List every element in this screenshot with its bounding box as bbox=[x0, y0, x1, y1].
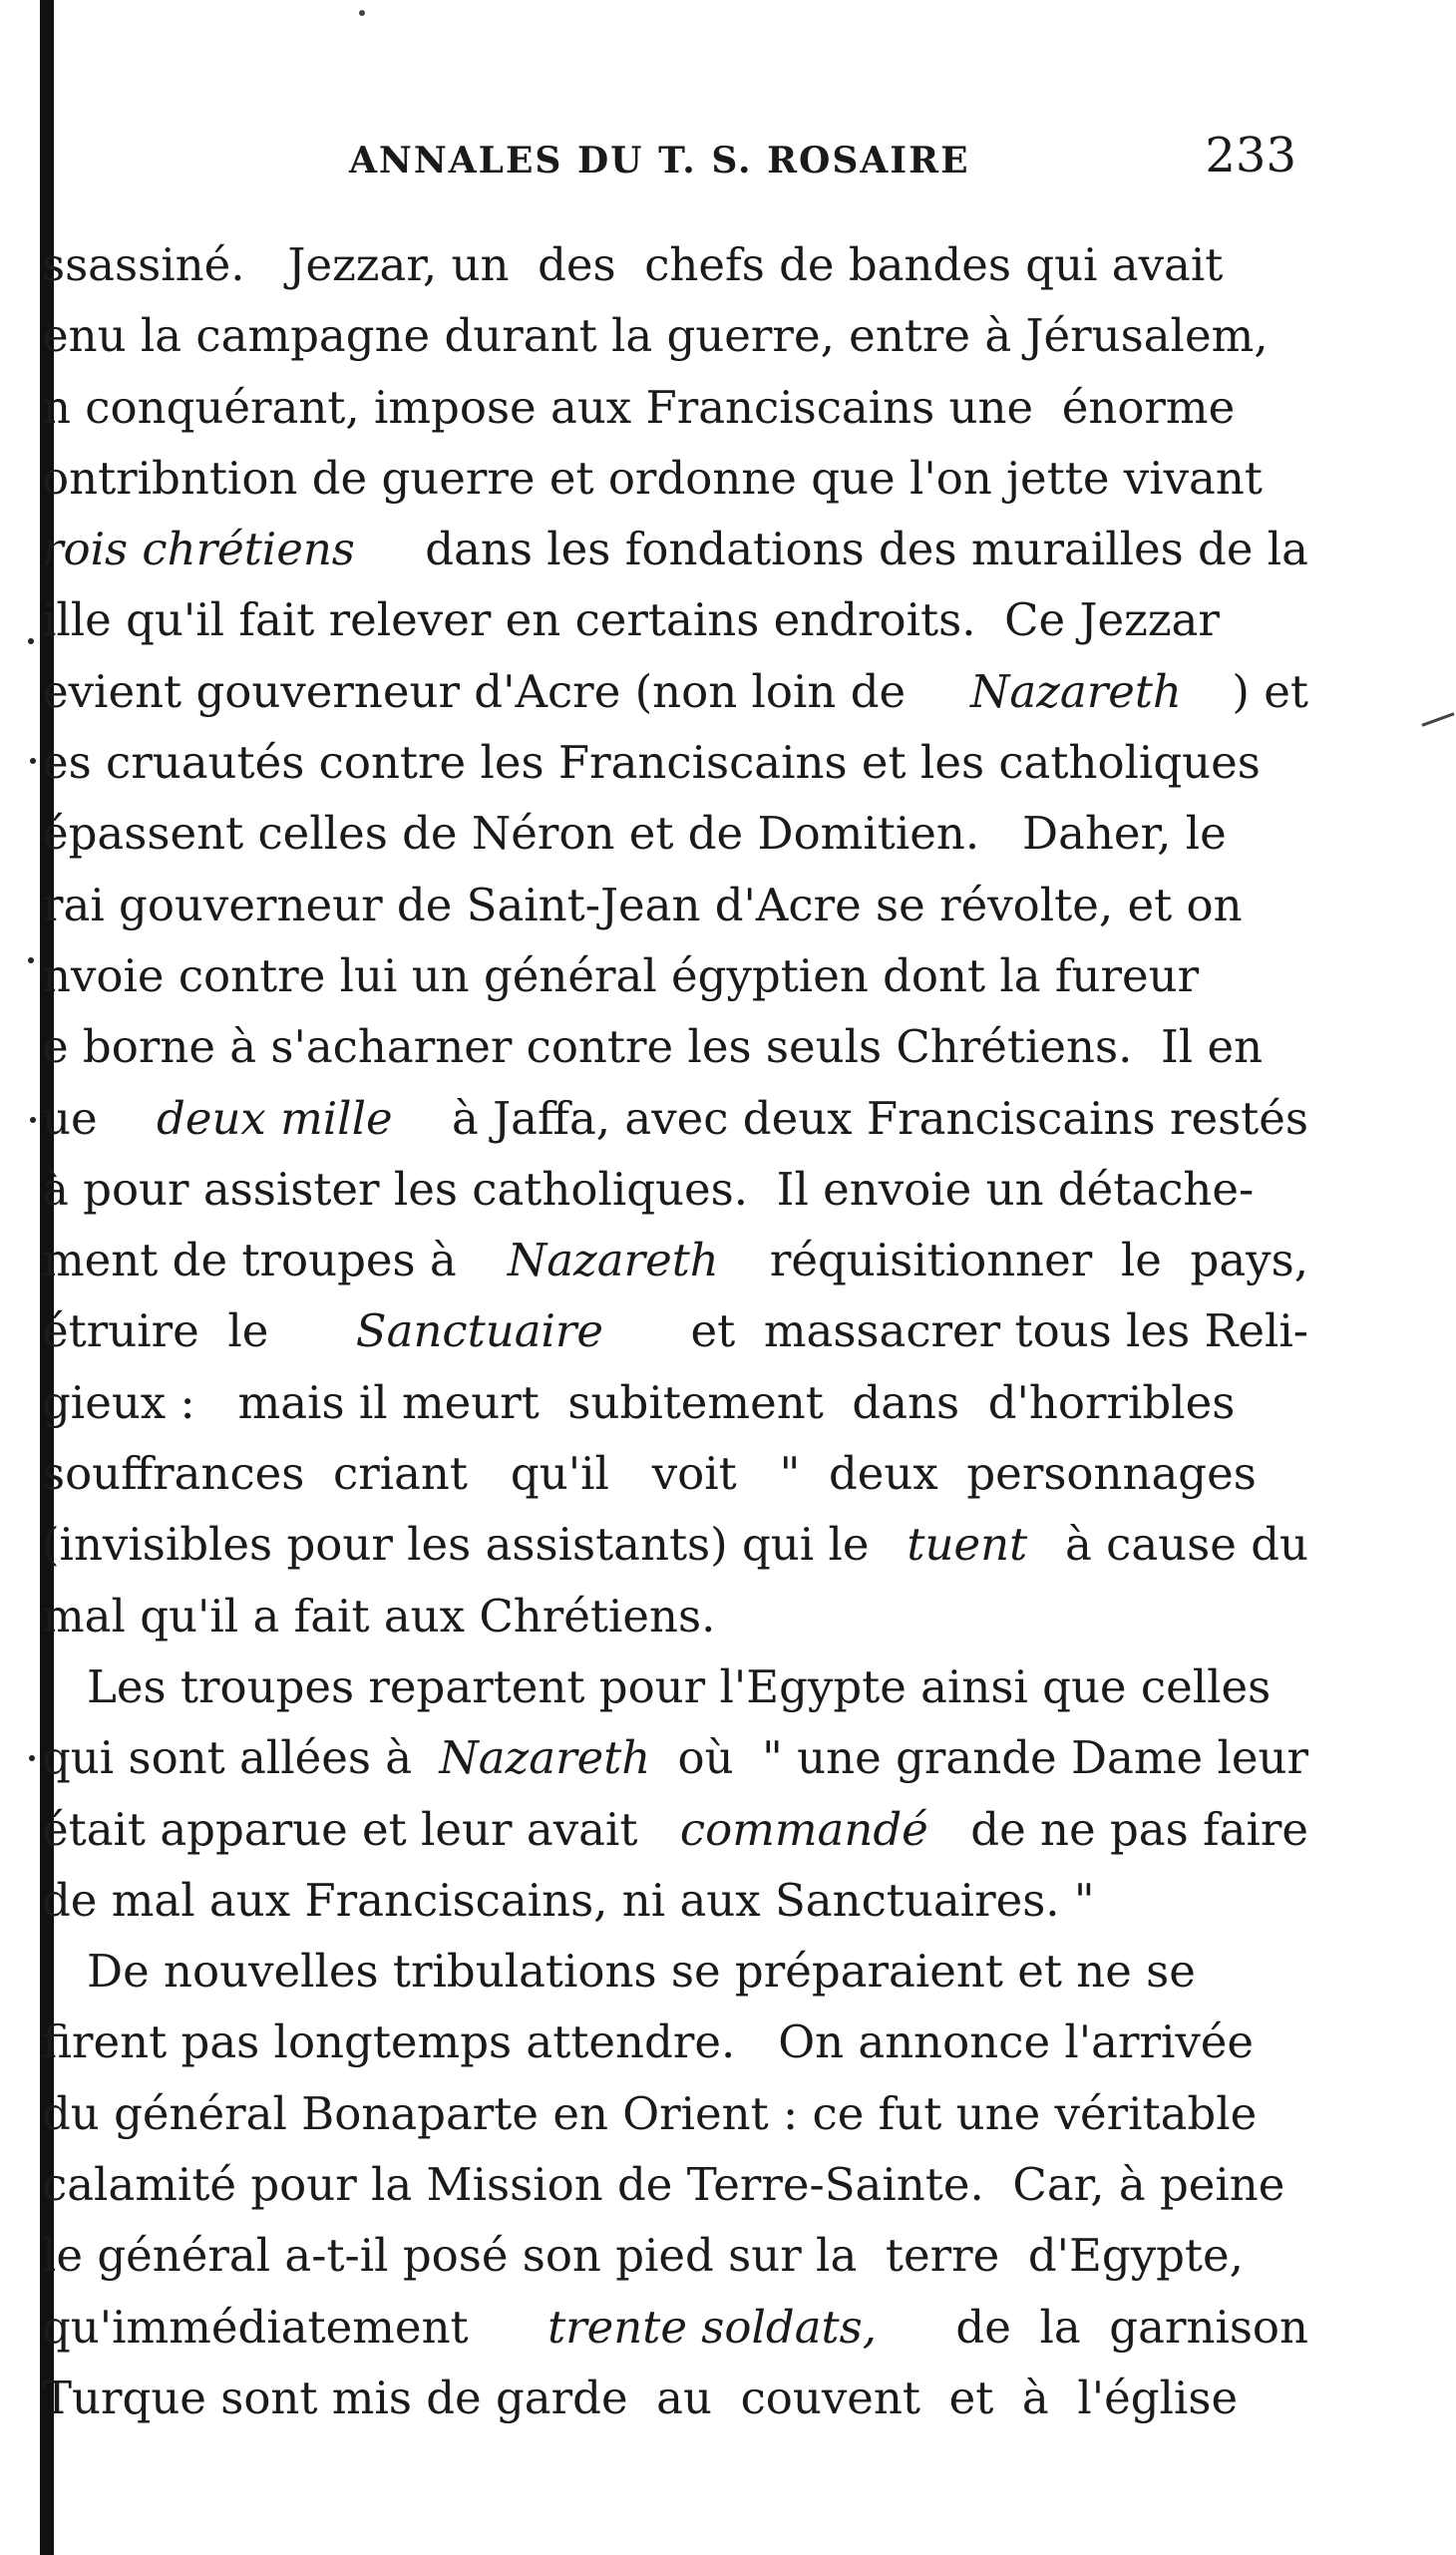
text-line bbox=[42, 2078, 1308, 2149]
text-segment: le général a-t-il posé son pied sur la terre d'Egypte, bbox=[42, 2229, 1244, 2283]
text-segment: à cause du bbox=[1050, 1518, 1308, 1572]
binding-speck bbox=[30, 758, 36, 764]
text-line bbox=[42, 1581, 1308, 1651]
text-segment: De nouvelles tribulations se préparaient et ne se bbox=[87, 1945, 1196, 1999]
text-segment: firent pas longtemps attendre. On annonce l'arrivée bbox=[42, 2015, 1255, 2069]
italic-text: trente soldats, bbox=[547, 2300, 877, 2354]
text-segment: et massacrer tous les Reli- bbox=[661, 1304, 1308, 1358]
text-segment: réquisitionner le pays, bbox=[755, 1234, 1308, 1287]
text-segment: à pour assister les catholiques. Il envoie un détache- bbox=[42, 1162, 1255, 1216]
text-segment: de mal aux Franciscains, ni aux Sanctuaires. " bbox=[42, 1873, 1095, 1927]
italic-text: commandé bbox=[679, 1802, 928, 1856]
text-segment: souffrances criant qu'il voit " deux personnages bbox=[42, 1447, 1257, 1501]
text-line bbox=[42, 584, 1308, 655]
text-segment: nvoie contre lui un général égyptien dont la fureur bbox=[42, 948, 1200, 1002]
text-line bbox=[42, 229, 1308, 300]
text-line bbox=[42, 1083, 1308, 1154]
text-line bbox=[42, 1011, 1308, 1082]
text-line bbox=[42, 2363, 1308, 2433]
text-segment: où " une grande Dame leur bbox=[663, 1731, 1308, 1785]
text-segment: dans les fondations des murailles de la bbox=[410, 523, 1308, 576]
text-line bbox=[42, 1367, 1308, 1438]
text-segment: épassent celles de Néron et de Domitien. Daher, le bbox=[42, 807, 1227, 861]
text-line bbox=[42, 1865, 1308, 1936]
text-segment: de ne pas faire bbox=[955, 1802, 1308, 1856]
text-line bbox=[42, 1651, 1308, 1722]
binding-speck bbox=[28, 957, 34, 963]
text-segment: gieux : mais il meurt subitement dans d'horribles bbox=[42, 1375, 1236, 1429]
text-line bbox=[42, 2292, 1308, 2363]
text-segment: ille qu'il fait relever en certains endroits. Ce Jezzar bbox=[42, 593, 1220, 647]
text-line bbox=[42, 1794, 1308, 1865]
text-segment: e borne à s'acharner contre les seuls Chrétiens. Il en bbox=[42, 1020, 1264, 1074]
text-segment: du général Bonaparte en Orient : ce fut une véritable bbox=[42, 2086, 1258, 2140]
page-number: 233 bbox=[1205, 128, 1296, 183]
text-segment: (invisibles pour les assistants) qui le bbox=[42, 1518, 884, 1572]
text-line bbox=[42, 1509, 1308, 1580]
text-segment: Turque sont mis de garde au couvent et à l'église bbox=[42, 2371, 1239, 2424]
text-segment: étruire le bbox=[42, 1304, 297, 1358]
text-segment: ontribntion de guerre et ordonne que l'on jette vivant bbox=[42, 451, 1263, 505]
text-line bbox=[42, 372, 1308, 443]
text-line bbox=[42, 514, 1308, 584]
text-line bbox=[42, 2220, 1308, 2291]
text-line bbox=[42, 870, 1308, 940]
text-segment: à Jaffa, avec deux Franciscains restés bbox=[437, 1091, 1308, 1145]
text-segment: evient gouverneur d'Acre (non loin de bbox=[42, 664, 920, 718]
text-line bbox=[42, 940, 1308, 1011]
text-line bbox=[42, 727, 1308, 798]
italic-text: Nazareth bbox=[507, 1234, 719, 1287]
running-head: ANNALES DU T. S. ROSAIRE bbox=[349, 140, 970, 182]
text-line bbox=[42, 1295, 1308, 1366]
text-segment: es cruautés contre les Franciscains et les catholiques bbox=[42, 736, 1261, 790]
text-segment: Les troupes repartent pour l'Egypte ainsi que celles bbox=[87, 1659, 1272, 1713]
text-line bbox=[42, 2149, 1308, 2220]
text-line bbox=[42, 1722, 1308, 1793]
text-line bbox=[42, 1225, 1308, 1295]
page-header bbox=[349, 128, 1296, 187]
italic-text: Nazareth bbox=[969, 664, 1182, 718]
text-segment: ssassiné. Jezzar, un des chefs de bandes qui avait bbox=[42, 238, 1224, 291]
binding-speck bbox=[30, 1117, 36, 1123]
text-segment: enu la campagne durant la guerre, entre à Jérusalem, bbox=[42, 309, 1269, 363]
text-line bbox=[42, 300, 1308, 371]
text-segment: ) et bbox=[1232, 664, 1308, 718]
binding-speck bbox=[29, 1755, 35, 1761]
binding-speck bbox=[28, 638, 34, 644]
text-segment: rai gouverneur de Saint-Jean d'Acre se révolte, et on bbox=[42, 878, 1243, 931]
stray-mark bbox=[359, 10, 365, 16]
text-segment: ment de troupes à bbox=[42, 1234, 472, 1287]
text-segment: était apparue et leur avait bbox=[42, 1802, 652, 1856]
text-line bbox=[42, 1154, 1308, 1225]
italic-text: rois chrétiens bbox=[42, 523, 355, 576]
text-line bbox=[42, 1936, 1308, 2007]
italic-text: Nazareth bbox=[439, 1731, 651, 1785]
text-segment: qu'immédiatement bbox=[42, 2300, 498, 2354]
text-segment: qui sont allées à bbox=[42, 1731, 427, 1785]
text-line bbox=[42, 443, 1308, 514]
text-line bbox=[42, 2007, 1308, 2077]
text-line bbox=[42, 1438, 1308, 1509]
text-line bbox=[42, 656, 1308, 727]
italic-text: deux mille bbox=[157, 1091, 393, 1145]
text-segment: n conquérant, impose aux Franciscains une énorme bbox=[42, 380, 1236, 434]
text-line bbox=[42, 798, 1308, 869]
body-text bbox=[42, 229, 1308, 2433]
text-segment: de la garnison bbox=[926, 2300, 1308, 2354]
text-segment: ue bbox=[42, 1091, 112, 1145]
text-segment: calamité pour la Mission de Terre-Sainte. Car, à peine bbox=[42, 2158, 1285, 2212]
stray-mark bbox=[1422, 712, 1455, 726]
italic-text: Sanctuaire bbox=[355, 1304, 604, 1358]
text-segment: mal qu'il a fait aux Chrétiens. bbox=[42, 1589, 716, 1642]
italic-text: tuent bbox=[907, 1518, 1028, 1572]
